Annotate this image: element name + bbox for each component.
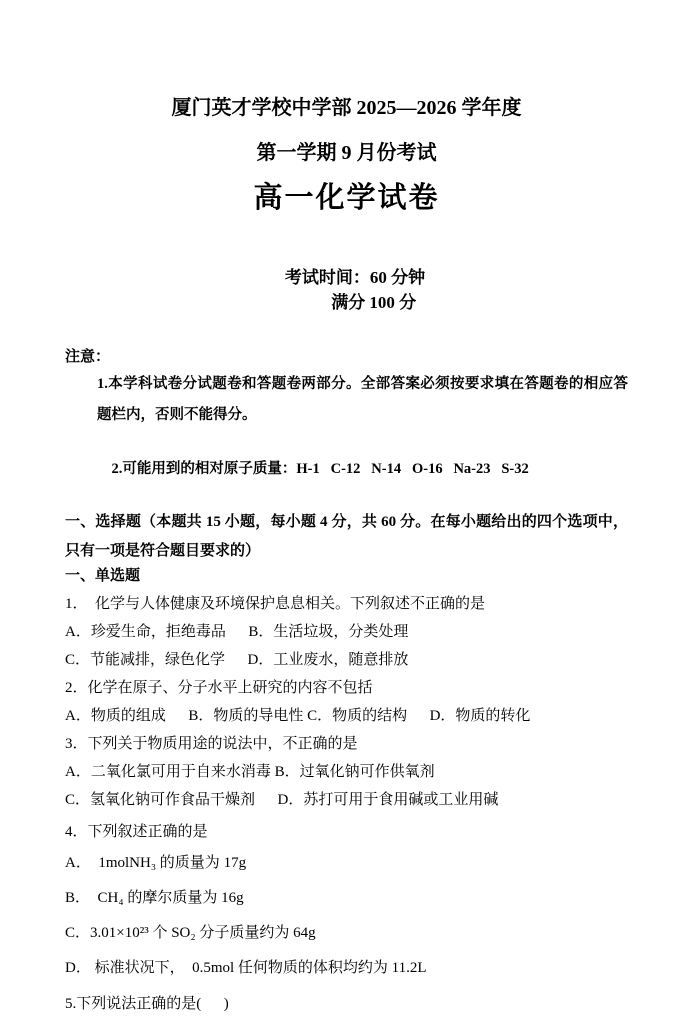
school-year-title: 厦门英才学校中学部 2025—2026 学年度 (171, 97, 522, 119)
notice-item-1: 1.本学科试卷分试题卷和答题卷两部分。全部答案必须按要求填在答题卷的相应答题栏内，否则不能得分。 (97, 376, 628, 423)
question-4-option-a: A． 1molNH₃ 的质量为 17g (65, 855, 247, 871)
atomic-mass-label: 2.可能用到的相对原子质量： (111, 461, 297, 477)
question-1-stem: 1． 化学与人体健康及环境保护息息相关。下列叙述不正确的是 (65, 596, 486, 612)
question-3-options-ab: A．二氧化氯可用于自来水消毒 B．过氧化钠可作供氧剂 (65, 764, 435, 780)
question-4 (65, 818, 628, 986)
section-heading-single-choice: 一、单选题 (65, 568, 141, 584)
question-5-stem: 5.下列说法正确的是( ) (65, 996, 229, 1012)
notice-label: 注意： (65, 349, 111, 365)
question-4-option-d: D． 标准状况下， 0.5mol 任何物质的体积均约为 11.2L (65, 960, 427, 976)
atomic-mass-values: H-1 C-12 N-14 O-16 Na-23 S-32 (296, 461, 529, 477)
question-1-options-ab: A．珍爱生命，拒绝毒品 B．生活垃圾，分类处理 (65, 624, 409, 640)
paper-title: 高一化学试卷 (253, 182, 440, 214)
question-4-stem: 4．下列叙述正确的是 (65, 824, 208, 840)
exam-info-line (65, 240, 628, 340)
question-3-stem: 3．下列关于物质用途的说法中，不正确的是 (65, 736, 358, 752)
question-2 (65, 674, 628, 730)
question-3 (65, 730, 628, 814)
question-list (65, 590, 628, 1018)
question-1 (65, 590, 628, 674)
question-4-option-c: C．3.01×10²³ 个 SO₂ 分子质量约为 64g (65, 925, 316, 941)
question-5 (65, 990, 628, 1018)
question-2-options: A．物质的组成 B．物质的导电性 C．物质的结构 D．物质的转化 (65, 708, 531, 724)
question-4-option-b: B． CH₄ 的摩尔质量为 16g (65, 890, 244, 906)
exam-time-label: 考试时间：60 分钟 (284, 268, 426, 287)
full-score-label: 满分 100 分 (331, 293, 417, 312)
term-title: 第一学期 9 月份考试 (256, 142, 437, 164)
question-3-options-cd: C．氢氧化钠可作食品干燥剂 D．苏打可用于食用碱或工业用碱 (65, 792, 499, 808)
question-1-options-cd: C．节能减排，绿色化学 D．工业废水，随意排放 (65, 652, 409, 668)
question-2-stem: 2．化学在原子、分子水平上研究的内容不包括 (65, 680, 373, 696)
section-heading-choice: 一、选择题（本题共 15 小题，每小题 4 分，共 60 分。在每小题给出的四个选项中，只有一项是符合题目要求的） (65, 514, 628, 559)
notice-item-2 (97, 433, 628, 505)
